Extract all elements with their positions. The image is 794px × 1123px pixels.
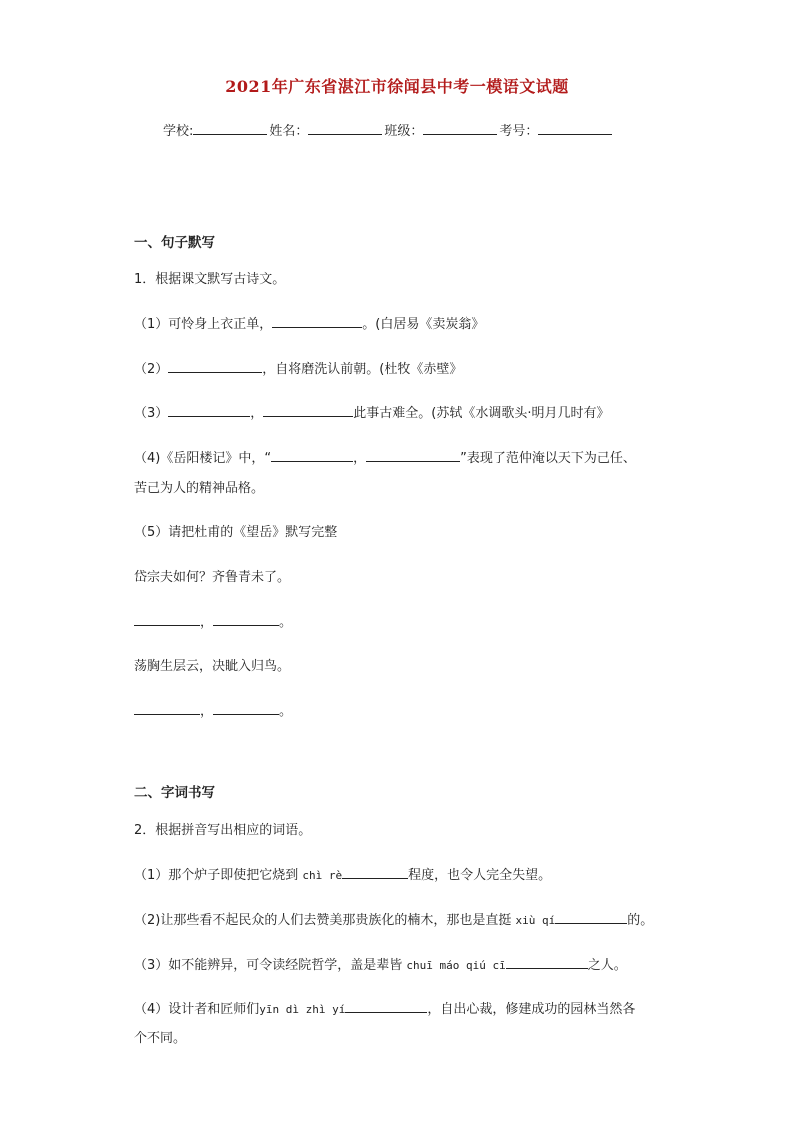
punct: 。	[279, 615, 293, 630]
question-2-item-1	[134, 866, 551, 885]
item-text: （2)让那些看不起民众的人们去赞美那贵族化的楠木，那也是直挺	[134, 913, 512, 928]
item-text: ，	[353, 451, 367, 466]
question-2-item-3	[134, 956, 627, 975]
page-title: 2021年广东省湛江市徐闻县中考一模语文试题	[225, 77, 569, 96]
pinyin: chì rè	[302, 869, 343, 882]
item-text: ，	[250, 406, 264, 421]
school-blank[interactable]	[193, 122, 267, 135]
answer-blank[interactable]	[271, 449, 353, 462]
question-2-prompt: 2．根据拼音写出相应的词语。	[134, 823, 312, 838]
answer-blank[interactable]	[366, 449, 460, 462]
answer-blank[interactable]	[345, 1000, 427, 1013]
punct: ，	[200, 615, 214, 630]
question-2-item-4-cont: 个不同。	[134, 1031, 187, 1046]
answer-blank[interactable]	[342, 866, 408, 879]
section-heading-vocabulary: 二、字词书写	[134, 785, 215, 801]
class-label: 班级：	[384, 124, 424, 139]
question-1-prompt: 1．根据课文默写古诗文。	[134, 272, 286, 287]
class-blank[interactable]	[423, 122, 497, 135]
answer-blank[interactable]	[272, 315, 362, 328]
answer-blank[interactable]	[134, 702, 200, 715]
student-info-row	[163, 120, 614, 139]
answer-blank[interactable]	[263, 404, 353, 417]
item-text: （4)《岳阳楼记》中，“	[134, 451, 272, 466]
answer-blank[interactable]	[134, 613, 200, 626]
pinyin: chuī máo qiú cī	[406, 959, 506, 972]
school-label: 学校:	[163, 124, 194, 139]
answer-blank[interactable]	[506, 956, 588, 969]
answer-blank[interactable]	[168, 360, 262, 373]
question-1-item-2	[134, 360, 462, 379]
poem-line-1: 岱宗夫如何？齐鲁青未了。	[134, 570, 291, 585]
exam-no-blank[interactable]	[538, 122, 612, 135]
item-text: 之人。	[587, 958, 627, 973]
question-1-item-3	[134, 404, 610, 423]
question-1-item-1	[134, 315, 484, 334]
section-heading-recitation: 一、句子默写	[134, 235, 215, 251]
question-1-item-4-cont: 苦己为人的精神品格。	[134, 481, 265, 496]
item-text: （4）设计者和匠师们	[134, 1002, 260, 1017]
item-text: （3）如不能辨异，可令读经院哲学，盖是辈皆	[134, 958, 403, 973]
item-text: ，自出心裁，修建成功的园林当然各	[427, 1002, 636, 1017]
answer-blank[interactable]	[213, 702, 279, 715]
item-text: （2）	[134, 362, 169, 377]
punct: ，	[200, 704, 214, 719]
item-text: （1）那个炉子即使把它烧到	[134, 868, 299, 883]
answer-blank[interactable]	[213, 613, 279, 626]
exam-no-label: 考号：	[499, 124, 539, 139]
question-1-item-5: （5）请把杜甫的《望岳》默写完整	[134, 525, 338, 540]
item-text: ，自将磨洗认前朝。(杜牧《赤壁》	[262, 362, 463, 377]
pinyin: yīn dì zhì yí	[259, 1003, 346, 1016]
name-label: 姓名：	[269, 124, 309, 139]
name-blank[interactable]	[308, 122, 382, 135]
question-2-item-4	[134, 1000, 635, 1019]
item-text: （1）可怜身上衣正单，	[134, 317, 273, 332]
item-text: 此事古难全。(苏轼《水调歌头·明月几时有》	[353, 406, 610, 421]
question-2-item-2	[134, 911, 653, 930]
poem-blank-line-2	[134, 702, 292, 721]
item-text: ”表现了范仲淹以天下为己任、	[460, 451, 636, 466]
answer-blank[interactable]	[168, 404, 250, 417]
answer-blank[interactable]	[555, 911, 627, 924]
pinyin: xiù qí	[515, 914, 556, 927]
poem-blank-line-1	[134, 613, 292, 632]
item-text: 的。	[627, 913, 654, 928]
item-text: （3）	[134, 406, 169, 421]
item-text: 程度，也令人完全失望。	[408, 868, 552, 883]
punct: 。	[279, 704, 293, 719]
item-text: 。(白居易《卖炭翁》	[362, 317, 485, 332]
question-1-item-4	[134, 449, 636, 468]
poem-line-2: 荡胸生层云，决眦入归鸟。	[134, 659, 291, 674]
